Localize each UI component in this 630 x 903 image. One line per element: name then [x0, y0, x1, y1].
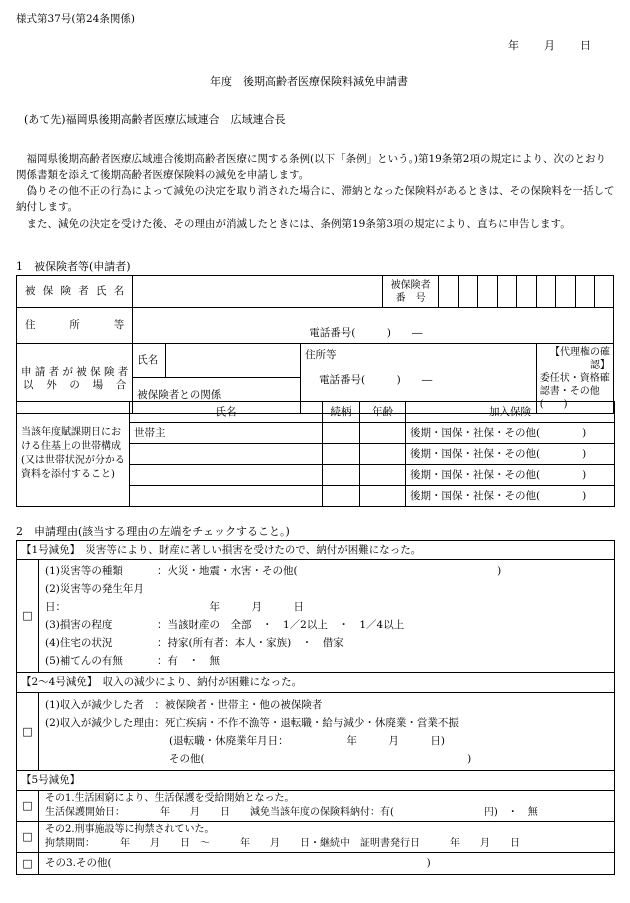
- applicant-name-label: 氏名: [133, 344, 166, 378]
- reason-table: [16, 540, 615, 875]
- insured-number-digit[interactable]: [478, 276, 498, 308]
- reason1-item: (4)住宅の状況 ：持家(所有者：本人・家族) ・ 借家: [45, 637, 344, 649]
- reason1-checkbox[interactable]: □: [17, 560, 39, 673]
- insured-number-digit[interactable]: [575, 276, 595, 308]
- date-year: 年: [508, 39, 519, 52]
- reason2-title: 【2～4号減免】 収入の減少により、納付が困難になった。: [17, 673, 615, 693]
- reason5-2-detail: 拘禁期間： 年 月 日 ～ 年 月 日・継続中 証明書発行日 年 月 日: [45, 838, 520, 849]
- household-label: 当該年度賦課期日における住基上の世帯構成(又は世帯状況が分かる資料を添付すること): [21, 427, 125, 480]
- applicant-label-2: 以外の場合: [23, 378, 127, 391]
- col-insurance: 加入保険: [406, 402, 615, 423]
- reason5-3-line: その3.その他( ): [39, 853, 615, 875]
- insurance-option[interactable]: 後期・国保・社保・その他( ): [406, 465, 615, 486]
- insured-number-digit[interactable]: [556, 276, 576, 308]
- insured-number-digit[interactable]: [497, 276, 517, 308]
- col-age: 年齢: [360, 402, 406, 423]
- address-field[interactable]: [133, 308, 614, 344]
- relation-cell[interactable]: [323, 465, 360, 486]
- date-month: 月: [544, 39, 555, 52]
- insured-person-table: [16, 275, 614, 414]
- address-label: 住所等: [25, 319, 125, 332]
- insurance-option[interactable]: 後期・国保・社保・その他( ): [406, 423, 615, 444]
- section1-heading: 1 被保険者等(申請者): [16, 260, 131, 273]
- reason2-line: (退転職・休廃業年月日： 年 月 日): [169, 734, 445, 747]
- reason5-3-checkbox[interactable]: □: [17, 853, 39, 875]
- reason5-2-line: その2.刑事施設等に拘禁されていた。: [45, 824, 215, 835]
- reason5-title: 【5号減免】: [17, 771, 615, 791]
- intro-paragraph-3: また、減免の決定を受けた後、その理由が消滅したときには、条例第19条第3項の規定により、直ちに申告します。: [26, 218, 571, 230]
- proxy-title: 【代理権の確認】: [550, 347, 610, 371]
- reason2-line: その他( ): [169, 752, 472, 765]
- insured-number-digit[interactable]: [517, 276, 537, 308]
- reason2-line: (2)収入が減少した理由：死亡疾病・不作不漁等・退転職・給与減少・休廃業・営業不振: [45, 716, 459, 729]
- applicant-phone-label: 電話番号( ) ―: [319, 373, 433, 386]
- insurance-option[interactable]: 後期・国保・社保・その他( ): [406, 444, 615, 465]
- insured-number-digit[interactable]: [536, 276, 556, 308]
- relation-cell[interactable]: [323, 486, 360, 507]
- reason5-1-detail: 生活保護開始日： 年 月 日 減免当該年度の保険料納付：有( 円) ・ 無: [45, 807, 538, 818]
- date-day: 日: [580, 39, 591, 52]
- member-name-cell[interactable]: [130, 465, 323, 486]
- insured-name-field[interactable]: [133, 276, 383, 308]
- insured-number-label-2: 番 号: [395, 292, 426, 304]
- reason2-line: (1)収入が減少した者 ：被保険者・世帯主・他の被保険者: [45, 698, 323, 711]
- age-cell[interactable]: [360, 465, 406, 486]
- insured-number-digit[interactable]: [458, 276, 478, 308]
- age-cell[interactable]: [360, 423, 406, 444]
- relation-cell[interactable]: [323, 444, 360, 465]
- age-cell[interactable]: [360, 486, 406, 507]
- applicant-name-field[interactable]: [166, 344, 301, 378]
- reason1-item: (5)補てんの有無 ：有 ・ 無: [45, 655, 220, 667]
- reason1-item: (1)災害等の種類 ：火災・地震・水害・その他( ): [45, 565, 502, 577]
- applicant-address-label: 住所等: [305, 349, 337, 361]
- reason1-title: 【1号減免】 災害等により、財産に著しい損害を受けたので、納付が困難になった。: [17, 541, 615, 560]
- relation-cell[interactable]: [323, 423, 360, 444]
- col-relation: 続柄: [323, 402, 360, 423]
- reason5-2-checkbox[interactable]: □: [17, 822, 39, 853]
- member-name-cell[interactable]: [130, 486, 323, 507]
- insured-number-digit[interactable]: [438, 276, 458, 308]
- reason5-1-checkbox[interactable]: □: [17, 791, 39, 822]
- proxy-text[interactable]: 委任状・資格確認書・その他( ): [539, 373, 610, 410]
- addressee: (あて先)福岡県後期高齢者医療広域連合 広域連合長: [24, 113, 286, 126]
- document-title: 年度 後期高齢者医療保険料減免申請書: [210, 75, 408, 88]
- phone-label: 電話番号( ) ―: [309, 327, 423, 340]
- reason1-item: (3)損害の程度 ：当該財産の 全部 ・ 1／2以上 ・ 1／4以上: [45, 619, 405, 631]
- intro-paragraph-2: 偽りその他不正の行為によって減免の決定を取り消された場合に、滞納となった保険料があるときは、その保険料を一括して納付します。: [16, 185, 615, 213]
- col-name: 氏名: [130, 402, 323, 423]
- applicant-label-1: 申請者が被保険者: [21, 365, 129, 378]
- household-table: [16, 401, 615, 507]
- reason5-1-line: その1.生活困窮により、生活保護を受給開始となった。: [45, 793, 295, 804]
- insured-name-label: 被保険者氏名: [25, 285, 125, 298]
- form-number: 様式第37号(第24条関係): [16, 13, 135, 25]
- age-cell[interactable]: [360, 444, 406, 465]
- reason1-item: (2)災害等の発生年月日： 年 月 日: [45, 583, 304, 613]
- section2-heading: 2 申請理由(該当する理由の左端をチェックすること。): [16, 525, 290, 538]
- relation-label: 被保険者との関係: [133, 377, 301, 413]
- reason2-checkbox[interactable]: □: [17, 693, 39, 771]
- insured-number-label-1: 被保険者: [390, 279, 431, 291]
- intro-paragraph-1: 福岡県後期高齢者医療広域連合後期高齢者医療に関する条例(以下「条例」という。)第19条第2項の規定により、次のとおり関係書類を添えて後期高齢者医療保険料の減免を申請します。: [16, 153, 606, 181]
- head-of-household[interactable]: 世帯主: [130, 423, 323, 444]
- insurance-option[interactable]: 後期・国保・社保・その他( ): [406, 486, 615, 507]
- member-name-cell[interactable]: [130, 444, 323, 465]
- insured-number-digit[interactable]: [595, 276, 614, 308]
